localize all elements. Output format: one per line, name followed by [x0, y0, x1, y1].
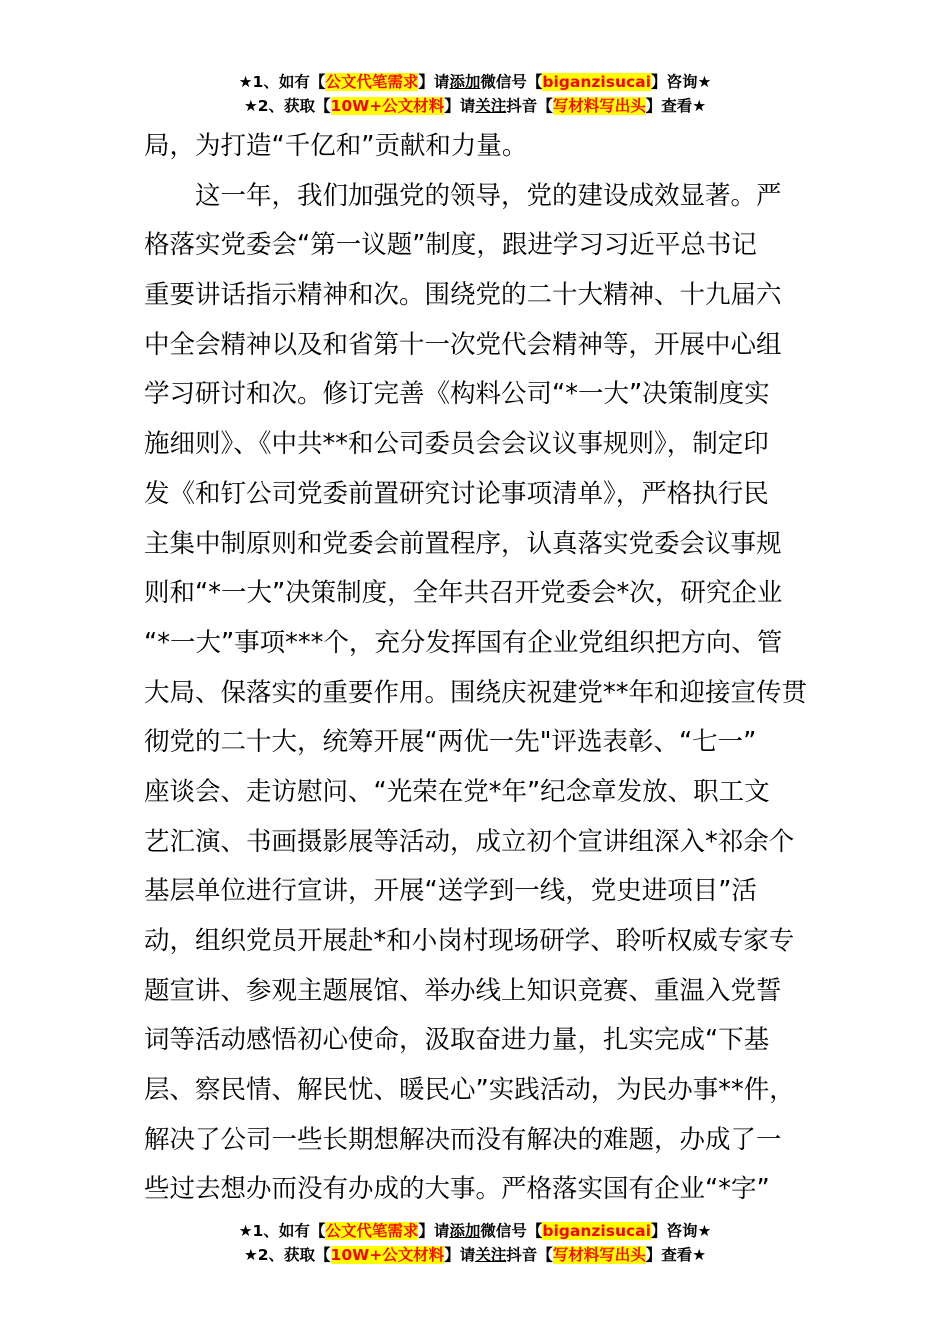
- body-line: 题宣讲、参观主题展馆、举办线上知识竞赛、重温入党誓: [144, 975, 782, 1006]
- banner-text: 】请: [444, 97, 476, 115]
- banner-highlight: 写材料写出头: [552, 1246, 646, 1264]
- footer-banner: [0, 1219, 950, 1267]
- banner-underline: 添加: [449, 73, 481, 91]
- banner-text: 】咨询★: [650, 1222, 712, 1240]
- body-line: 重要讲话指示精神和次。围绕党的二十大精神、十九届六: [144, 280, 782, 311]
- banner-text: 】请: [444, 1246, 476, 1264]
- banner-underline: 关注: [475, 97, 507, 115]
- banner-line-1: [0, 1219, 950, 1243]
- banner-underline: 关注: [475, 1246, 507, 1264]
- body-line: 些过去想办而没有办成的大事。严格落实国有企业“*字”: [144, 1174, 770, 1205]
- banner-text: 】请: [418, 73, 450, 91]
- body-line: 主集中制原则和党委会前置程序，认真落实党委会议事规: [144, 528, 782, 559]
- body-line: 大局、保落实的重要作用。围绕庆祝建党**年和迎接宣传贯: [144, 677, 808, 708]
- banner-text: 抖音【: [506, 97, 553, 115]
- body-line: 则和“*一大”决策制度，全年共召开党委会*次，研究企业: [144, 578, 783, 609]
- banner-text: 】查看★: [645, 1246, 707, 1264]
- body-line: 局，为打造“千亿和”贡献和力量。: [144, 131, 528, 161]
- banner-underline: 添加: [449, 1222, 481, 1240]
- banner-highlight: 10W+公文材料: [330, 1246, 445, 1264]
- body-line: 中全会精神以及和省第十一次党代会精神等，开展中心组: [144, 329, 782, 360]
- banner-highlight: biganzisucai: [542, 73, 651, 91]
- banner-line-1: [0, 70, 950, 94]
- banner-text: 微信号【: [480, 73, 543, 91]
- body-line: 格落实党委会“第一议题”制度，跟进学习习近平总书记: [144, 230, 757, 261]
- body-line: 解决了公司一些长期想解决而没有解决的难题，办成了一: [144, 1124, 782, 1155]
- banner-highlight: biganzisucai: [542, 1222, 651, 1240]
- banner-text: 】请: [418, 1222, 450, 1240]
- banner-text: ★1、如有【: [238, 73, 326, 91]
- body-line: “*一大”事项***个，充分发挥国有企业党组织把方向、管: [144, 627, 783, 658]
- body-line: 词等活动感悟初心使命，汲取奋进力量，扎实完成“下基: [144, 1025, 770, 1056]
- banner-text: 微信号【: [480, 1222, 543, 1240]
- body-line: 艺汇演、书画摄影展等活动，成立初个宣讲组深入*祁余个: [144, 826, 795, 857]
- document-body: [144, 122, 812, 1215]
- body-line: 基层单位进行宣讲，开展“送学到一线，党史进项目”活: [144, 876, 757, 907]
- banner-line-2: [0, 1243, 950, 1267]
- banner-text: 】咨询★: [650, 73, 712, 91]
- body-line: 学习研讨和次。修订完善《构料公司“*一大”决策制度实: [144, 379, 770, 410]
- banner-text: ★1、如有【: [238, 1222, 326, 1240]
- body-line: 彻党的二十大，统筹开展“两优一先"评选表彰、“七一”: [144, 727, 757, 758]
- banner-highlight: 10W+公文材料: [330, 97, 445, 115]
- banner-text: ★2、获取【: [243, 1246, 331, 1264]
- banner-text: 抖音【: [506, 1246, 553, 1264]
- header-banner: [0, 70, 950, 118]
- banner-highlight: 公文代笔需求: [325, 73, 419, 91]
- body-line: 这一年，我们加强党的领导，党的建设成效显著。严: [195, 180, 782, 211]
- body-line: 发《和钉公司党委前置研究讨论事项清单》，严格执行民: [144, 478, 769, 509]
- body-line: 座谈会、走访慰问、“光荣在党*年”纪念章发放、职工文: [144, 776, 770, 807]
- body-line: 施细则》、《中共**和公司委员会会议议事规则》，制定印: [144, 429, 769, 460]
- banner-highlight: 公文代笔需求: [325, 1222, 419, 1240]
- banner-highlight: 写材料写出头: [552, 97, 646, 115]
- body-line: 动，组织党员开展赴*和小岗村现场研学、聆听权威专家专: [144, 926, 795, 956]
- banner-text: 】查看★: [645, 97, 707, 115]
- body-line: 层、察民情、解民忧、暖民心”实践活动，为民办事**件，: [144, 1075, 795, 1106]
- banner-text: ★2、获取【: [243, 97, 331, 115]
- banner-line-2: [0, 94, 950, 118]
